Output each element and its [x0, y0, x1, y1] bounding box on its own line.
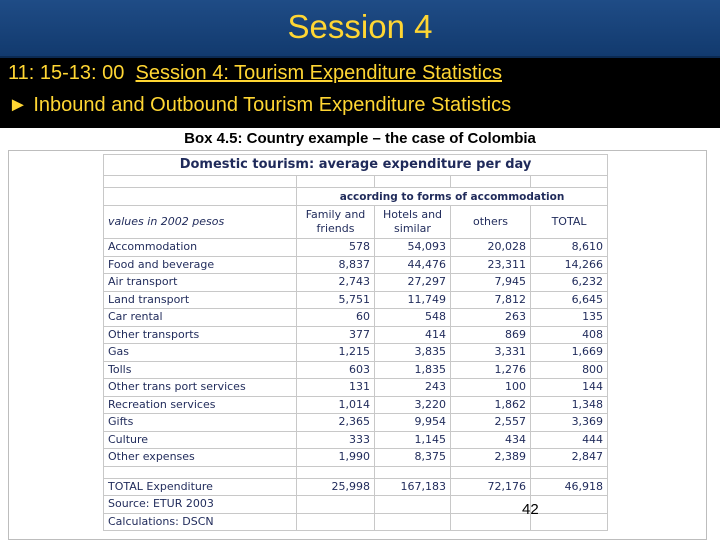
cell-total: 3,369 [531, 414, 608, 432]
cell-family: 60 [297, 309, 375, 327]
row-label: Car rental [104, 309, 297, 327]
cell-hotels: 44,476 [375, 256, 451, 274]
cell-others: 3,331 [451, 344, 531, 362]
cell-hotels: 54,093 [375, 239, 451, 257]
cell-total: 444 [531, 431, 608, 449]
total-hotels: 167,183 [375, 478, 451, 496]
cell-total: 8,610 [531, 239, 608, 257]
table-title-row [104, 155, 608, 176]
row-label: Accommodation [104, 239, 297, 257]
session-line [8, 62, 502, 85]
source-note: Source: ETUR 2003 [104, 496, 297, 514]
row-label: Recreation services [104, 396, 297, 414]
cell-total: 1,348 [531, 396, 608, 414]
cell-others: 869 [451, 326, 531, 344]
subtitle-line [8, 94, 511, 117]
table-row [104, 239, 608, 257]
row-label: Culture [104, 431, 297, 449]
row-label: Air transport [104, 274, 297, 292]
slide-title: Session 4 [287, 8, 433, 45]
cell-others: 263 [451, 309, 531, 327]
table-row [104, 344, 608, 362]
cell-total: 6,645 [531, 291, 608, 309]
total-label: TOTAL Expenditure [104, 478, 297, 496]
row-label: Other expenses [104, 449, 297, 467]
group-header: according to forms of accommodation [297, 188, 608, 206]
column-header-row [104, 206, 608, 239]
cell-hotels: 548 [375, 309, 451, 327]
cell-hotels: 3,835 [375, 344, 451, 362]
col-family-friends: Family and friends [297, 206, 375, 239]
cell-total: 408 [531, 326, 608, 344]
row-label: Land transport [104, 291, 297, 309]
cell-family: 2,365 [297, 414, 375, 432]
col-total: TOTAL [531, 206, 608, 239]
cell-family: 1,990 [297, 449, 375, 467]
table-row [104, 396, 608, 414]
cell-total: 6,232 [531, 274, 608, 292]
cell-family: 578 [297, 239, 375, 257]
cell-total: 1,669 [531, 344, 608, 362]
cell-family: 1,014 [297, 396, 375, 414]
total-row [104, 478, 608, 496]
row-label: Other trans port services [104, 379, 297, 397]
cell-others: 2,389 [451, 449, 531, 467]
cell-family: 333 [297, 431, 375, 449]
cell-others: 7,812 [451, 291, 531, 309]
cell-others: 23,311 [451, 256, 531, 274]
title-bar [0, 0, 720, 58]
table-row [104, 309, 608, 327]
table-row [104, 431, 608, 449]
table-row [104, 379, 608, 397]
row-label: Gas [104, 344, 297, 362]
cell-hotels: 243 [375, 379, 451, 397]
cell-others: 2,557 [451, 414, 531, 432]
table-row [104, 256, 608, 274]
cell-total: 800 [531, 361, 608, 379]
total-family: 25,998 [297, 478, 375, 496]
cell-family: 8,837 [297, 256, 375, 274]
cell-family: 5,751 [297, 291, 375, 309]
cell-hotels: 9,954 [375, 414, 451, 432]
cell-others: 20,028 [451, 239, 531, 257]
cell-family: 2,743 [297, 274, 375, 292]
cell-others: 1,276 [451, 361, 531, 379]
cell-hotels: 1,145 [375, 431, 451, 449]
cell-hotels: 8,375 [375, 449, 451, 467]
cell-hotels: 3,220 [375, 396, 451, 414]
row-label: Food and beverage [104, 256, 297, 274]
table-title: Domestic tourism: average expenditure per day [104, 155, 608, 176]
cell-total: 144 [531, 379, 608, 397]
total-others: 72,176 [451, 478, 531, 496]
col-hotels-similar: Hotels and similar [375, 206, 451, 239]
box-title: Box 4.5: Country example – the case of Colombia [184, 130, 536, 147]
table-row [104, 361, 608, 379]
cell-others: 1,862 [451, 396, 531, 414]
cell-hotels: 27,297 [375, 274, 451, 292]
row-label: Other transports [104, 326, 297, 344]
cell-others: 7,945 [451, 274, 531, 292]
bullet-icon: ► [8, 94, 28, 116]
units-label: values in 2002 pesos [104, 206, 297, 239]
calculations-note: Calculations: DSCN [104, 513, 297, 531]
spreadsheet-table [103, 154, 607, 531]
cell-family: 603 [297, 361, 375, 379]
cell-total: 2,847 [531, 449, 608, 467]
row-label: Tolls [104, 361, 297, 379]
cell-hotels: 1,835 [375, 361, 451, 379]
cell-total: 135 [531, 309, 608, 327]
table-body [104, 239, 608, 467]
cell-family: 1,215 [297, 344, 375, 362]
table-row [104, 414, 608, 432]
cell-others: 100 [451, 379, 531, 397]
total-total: 46,918 [531, 478, 608, 496]
expenditure-table [103, 154, 608, 531]
session-time: 11: 15-13: 00 [8, 62, 125, 84]
table-row [104, 449, 608, 467]
session-name-link[interactable]: Session 4: Tourism Expenditure Statistics [135, 62, 502, 84]
subtitle-text: Inbound and Outbound Tourism Expenditure Statistics [33, 94, 512, 116]
page-number: 42 [522, 501, 539, 518]
group-header-row [104, 188, 608, 206]
cell-total: 14,266 [531, 256, 608, 274]
table-row [104, 326, 608, 344]
table-row [104, 291, 608, 309]
col-others: others [451, 206, 531, 239]
cell-family: 131 [297, 379, 375, 397]
cell-hotels: 11,749 [375, 291, 451, 309]
table-row [104, 274, 608, 292]
cell-others: 434 [451, 431, 531, 449]
cell-hotels: 414 [375, 326, 451, 344]
row-label: Gifts [104, 414, 297, 432]
cell-family: 377 [297, 326, 375, 344]
